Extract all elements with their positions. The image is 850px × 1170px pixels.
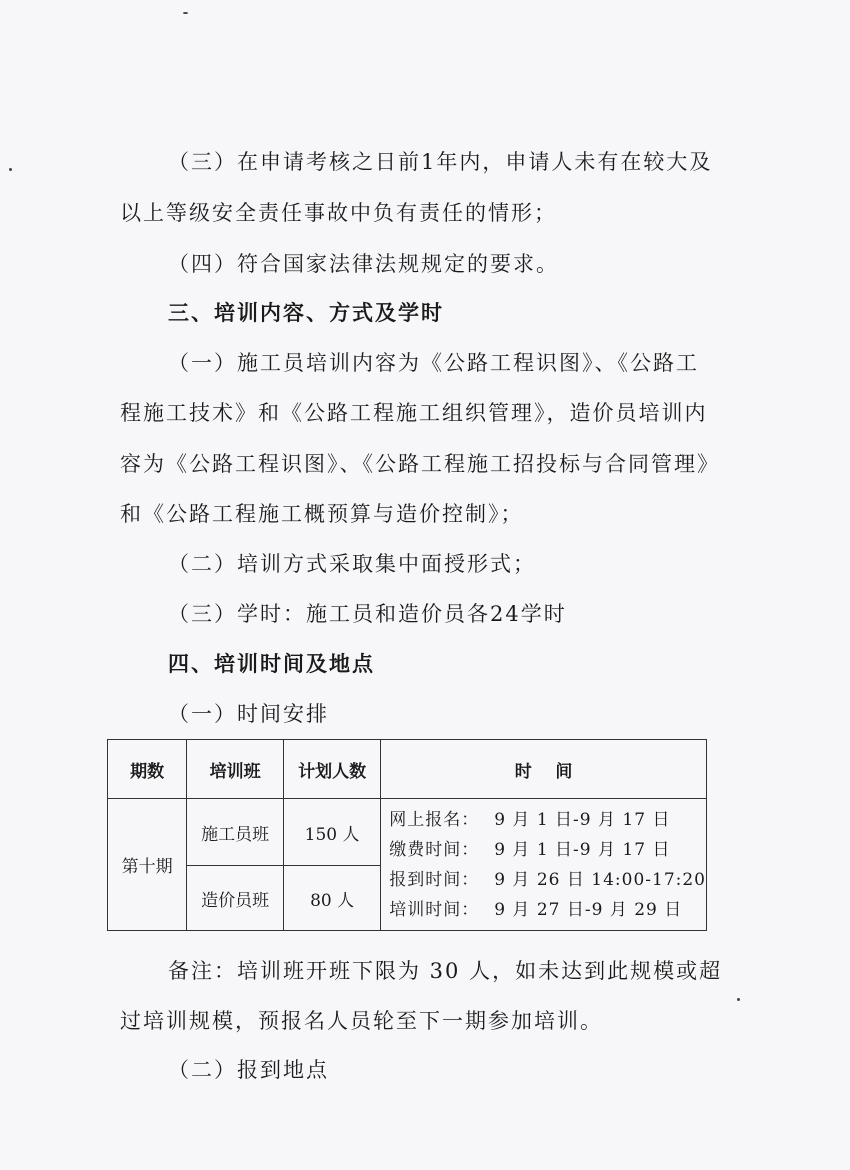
- time-line: [389, 805, 706, 835]
- time-label: 缴费时间：: [389, 839, 480, 860]
- time-value: 9 月 26 日 14:00-17:20: [494, 869, 706, 890]
- paragraph-line: 和《公路工程施工概预算与造价控制》；: [120, 502, 524, 526]
- header-count: 计划人数: [284, 740, 381, 799]
- paragraph-line: （二）报到地点: [168, 1058, 329, 1082]
- header-period: 期数: [108, 740, 187, 799]
- scan-speck: [183, 12, 188, 14]
- time-line: [389, 835, 706, 865]
- time-cell: [381, 799, 707, 931]
- note-line: 过培训规模，预报名人员轮至下一期参加培训。: [120, 1009, 603, 1033]
- paragraph-line: 以上等级安全责任事故中负有责任的情形；: [120, 201, 557, 225]
- scan-speck: [9, 168, 12, 171]
- time-line: [389, 895, 706, 925]
- class-cell: 施工员班: [187, 799, 284, 866]
- note-line: 备注：培训班开班下限为 30 人，如未达到此规模或超: [168, 959, 723, 983]
- paragraph-line: （二）培训方式采取集中面授形式；: [168, 552, 536, 576]
- schedule-table: [107, 739, 707, 931]
- header-time: 时 间: [381, 740, 707, 799]
- count-cell: 150 人: [284, 799, 381, 866]
- period-cell: 第十期: [108, 799, 187, 931]
- header-class: 培训班: [187, 740, 284, 799]
- time-label: 培训时间：: [389, 899, 480, 920]
- class-cell: 造价员班: [187, 866, 284, 931]
- paragraph-line: （三）在申请考核之日前1年内，申请人未有在较大及: [168, 150, 713, 174]
- paragraph-line: （一）时间安排: [168, 702, 329, 726]
- scan-speck: [737, 998, 740, 1001]
- time-line: [389, 865, 706, 895]
- time-value: 9 月 1 日-9 月 17 日: [494, 809, 671, 830]
- table-row: [108, 799, 707, 866]
- count-cell: 80 人: [284, 866, 381, 931]
- time-label: 网上报名：: [389, 809, 480, 830]
- section-heading: 三、培训内容、方式及学时: [168, 301, 444, 325]
- table-header-row: [108, 740, 707, 799]
- paragraph-line: （四）符合国家法律法规规定的要求。: [168, 252, 559, 276]
- time-value: 9 月 27 日-9 月 29 日: [494, 899, 683, 920]
- time-label: 报到时间：: [389, 869, 480, 890]
- paragraph-line: （一）施工员培训内容为《公路工程识图》、《公路工: [168, 351, 699, 375]
- section-heading: 四、培训时间及地点: [168, 652, 375, 676]
- time-value: 9 月 1 日-9 月 17 日: [494, 839, 671, 860]
- paragraph-line: （三）学时：施工员和造价员各24学时: [168, 602, 567, 626]
- paragraph-line: 容为《公路工程识图》、《公路工程施工招投标与合同管理》: [120, 452, 720, 476]
- paragraph-line: 程施工技术》和《公路工程施工组织管理》，造价员培训内: [120, 401, 708, 425]
